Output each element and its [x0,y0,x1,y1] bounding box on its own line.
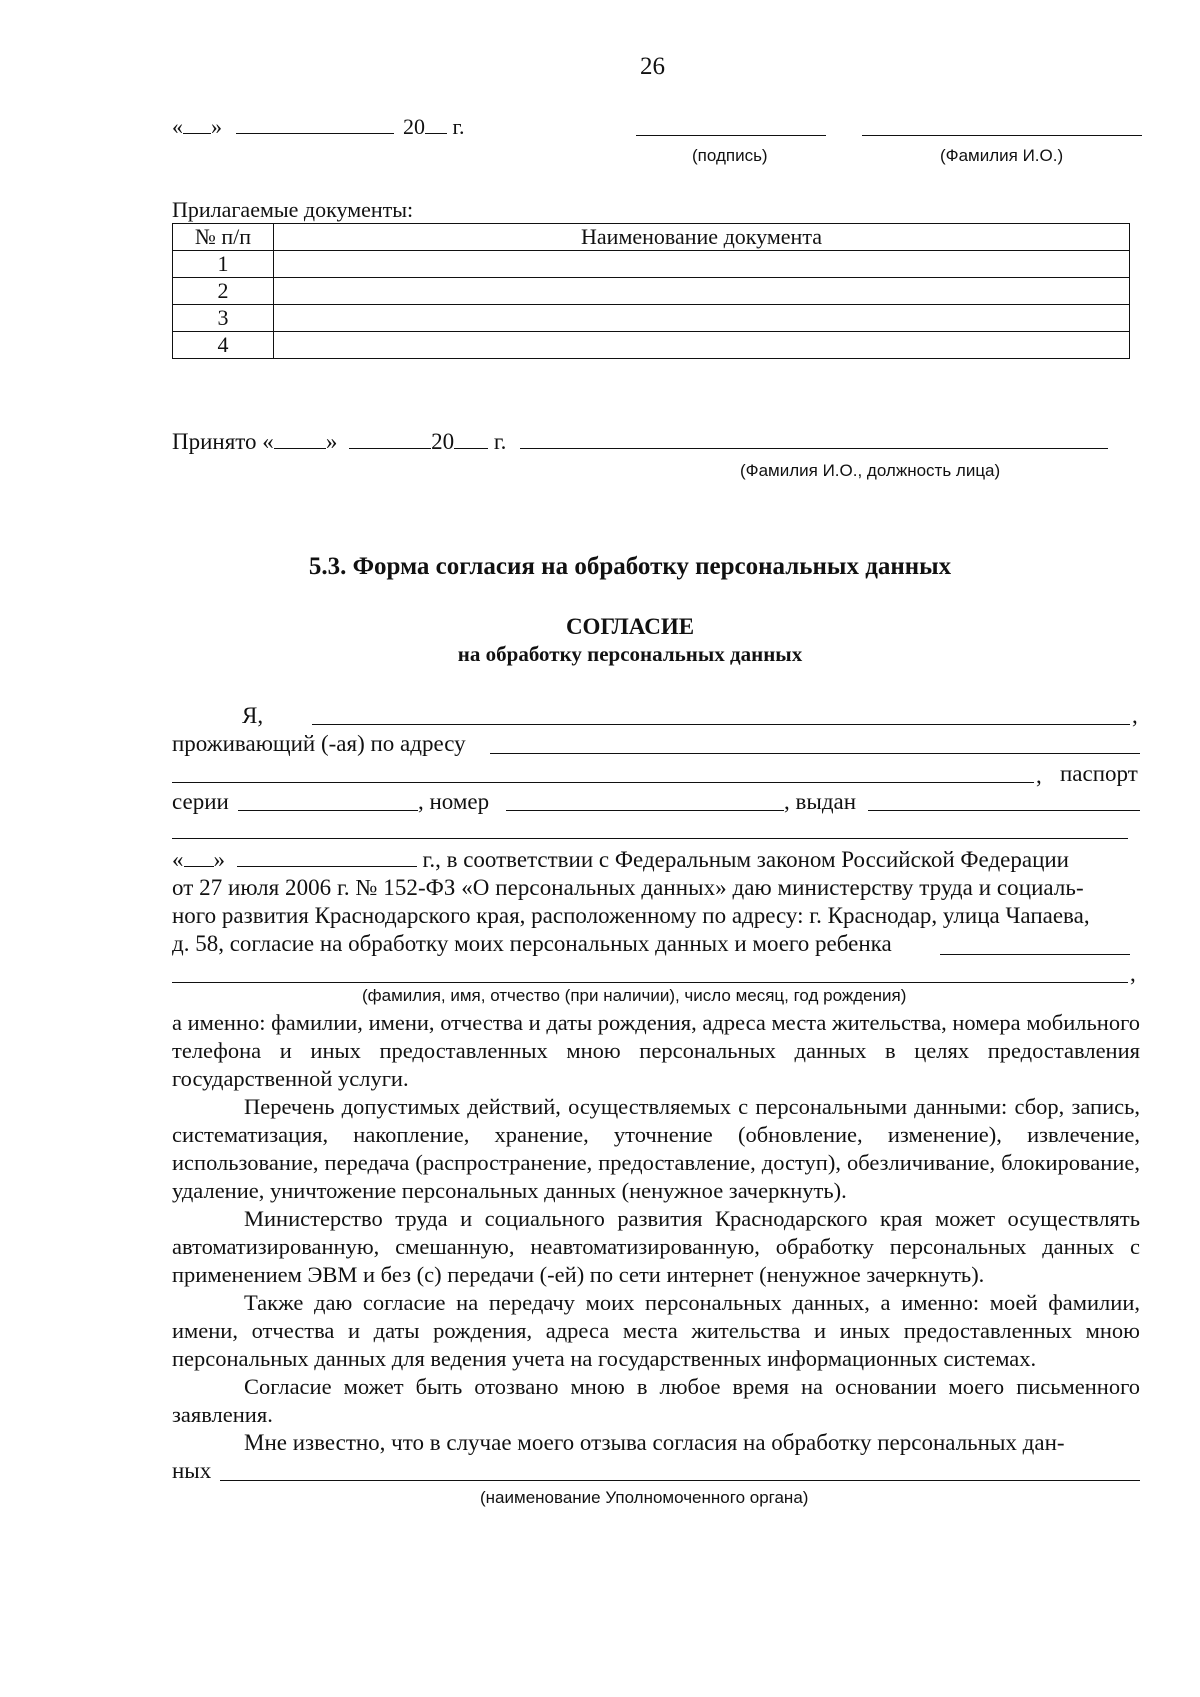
child-line[interactable] [940,954,1130,955]
quote-open: « [172,114,183,139]
accepted-day-blank[interactable] [274,428,326,449]
child-line-2[interactable] [172,982,1128,983]
row-number: 4 [173,332,274,359]
attached-documents-table [172,223,1130,359]
accepted-name-blank[interactable] [520,428,1108,449]
document-name-cell[interactable] [274,278,1130,305]
p1-line2: от 27 июля 2006 г. № 152-ФЗ «О персональных данных» даю министерству труда и социаль- [172,875,1084,900]
i-label: Я, [242,703,264,728]
address-label: проживающий (-ая) по адресу [172,731,466,756]
name-line[interactable] [862,135,1142,136]
document-name-cell[interactable] [274,251,1130,278]
p1-line3: ного развития Краснодарского края, расположенному по адресу: г. Краснодар, улица Чапаева, [172,903,1090,928]
section-title: 5.3. Форма согласия на обработку персональных данных [308,553,952,580]
paragraph-4: Министерство труда и социального развития Краснодарского края может осуществлять автоматизированную, смешанную, неавтоматизированную, обработку персональных данных с применением ЭВМ и без (с) передачи (-ей) по сети интернет (ненужное зачеркнуть). [172,1206,1140,1287]
table-header-row [173,224,1130,251]
issue-day-blank[interactable] [184,846,214,867]
document-name-cell[interactable] [274,305,1130,332]
year-suffix: г. [447,114,465,139]
accepted-year-prefix: 20 [431,429,455,454]
accepted-year-suffix: г. [488,429,507,454]
month-blank[interactable] [236,113,394,134]
number-line[interactable] [506,810,784,811]
row-number: 1 [173,251,274,278]
paragraph-7 [244,1429,1140,1457]
issued-line-2[interactable] [172,838,1128,839]
consent-subtitle: на обработку персональных данных [457,642,803,666]
year-prefix: 20 [403,114,425,139]
paragraph-3: Перечень допустимых действий, осуществляемых с персональными данными: сбор, запись, систематизация, накопление, хранение, уточнение (обновление, изменение), извлечение, использование, передача (распространение, предоставление, доступ), обезличивание, блокирование, удаление, уничтожение персональных данных (ненужное зачеркнуть). [172,1094,1140,1203]
page-number: 26 [640,53,665,80]
authority-caption: (наименование Уполномоченного органа) [480,1488,809,1507]
paragraph-5: Также даю согласие на передачу моих персональных данных, а именно: моей фамилии, имени, отчества и даты рождения, адреса места жительства и иных предоставленных мною персональных данных для ведения учета на государственных информационных системах. [172,1290,1140,1371]
address-comma: , [1036,763,1042,788]
top-date-line [172,113,465,141]
issue-month-year-blank[interactable] [237,846,417,867]
child-caption: (фамилия, имя, отчество (при наличии), число месяц, год рождения) [362,986,907,1005]
address-line[interactable] [490,753,1140,754]
attached-documents-title: Прилагаемые документы: [172,197,414,222]
consent-title: СОГЛАСИЕ [565,614,695,639]
issue-date-quote-open: « [172,847,184,872]
day-blank[interactable] [183,113,211,134]
address-line-2[interactable] [172,782,1034,783]
row-number: 2 [173,278,274,305]
p1-line1-text: г., в соответствии с Федеральным законом Российской Федерации [422,847,1069,872]
issued-line[interactable] [868,810,1140,811]
document-name-cell[interactable] [274,332,1130,359]
name-caption: (Фамилия И.О.) [940,146,1064,165]
table-row [173,332,1130,359]
issue-date-quote-close: » [213,847,225,872]
accepted-label: Принято « [172,429,274,454]
p1-line1 [172,846,1069,874]
accepted-year-blank[interactable] [454,428,488,449]
paragraph-7-text: Мне известно, что в случае моего отзыва согласия на обработку персональных дан- [244,1430,1065,1455]
accepted-caption: (Фамилия И.О., должность лица) [740,461,1001,480]
accepted-line [172,428,1108,456]
table-row [173,278,1130,305]
issued-label: , выдан [784,789,857,814]
paragraph-6: Согласие может быть отозвано мною в любое время на основании моего письменного заявления. [172,1374,1140,1427]
p1-line4: д. 58, согласие на обработку моих персональных данных и моего ребенка [172,931,892,956]
column-header-number: № п/п [173,224,274,251]
child-comma: , [1130,961,1136,986]
series-label: серии [172,789,229,814]
accepted-month-blank[interactable] [349,428,431,449]
full-name-line[interactable] [312,724,1130,725]
full-name-comma: , [1132,703,1138,728]
authority-line[interactable] [220,1480,1140,1481]
column-header-document-name: Наименование документа [274,224,1130,251]
paragraph-7-continuation: ных [172,1458,212,1483]
signature-line[interactable] [636,135,826,136]
number-label: , номер [418,789,490,814]
series-line[interactable] [238,810,418,811]
passport-label: паспорт [1060,761,1138,786]
signature-caption: (подпись) [692,146,768,165]
accepted-quote-close: » [325,429,338,454]
row-number: 3 [173,305,274,332]
table-row [173,251,1130,278]
paragraph-2: а именно: фамилии, имени, отчества и даты рождения, адреса места жительства, номера мобильного телефона и иных предоставленных мною персональных данных в целях предоставления государственной услуги. [172,1010,1140,1091]
quote-close: » [211,114,222,139]
year-blank[interactable] [425,113,447,134]
table-row [173,305,1130,332]
